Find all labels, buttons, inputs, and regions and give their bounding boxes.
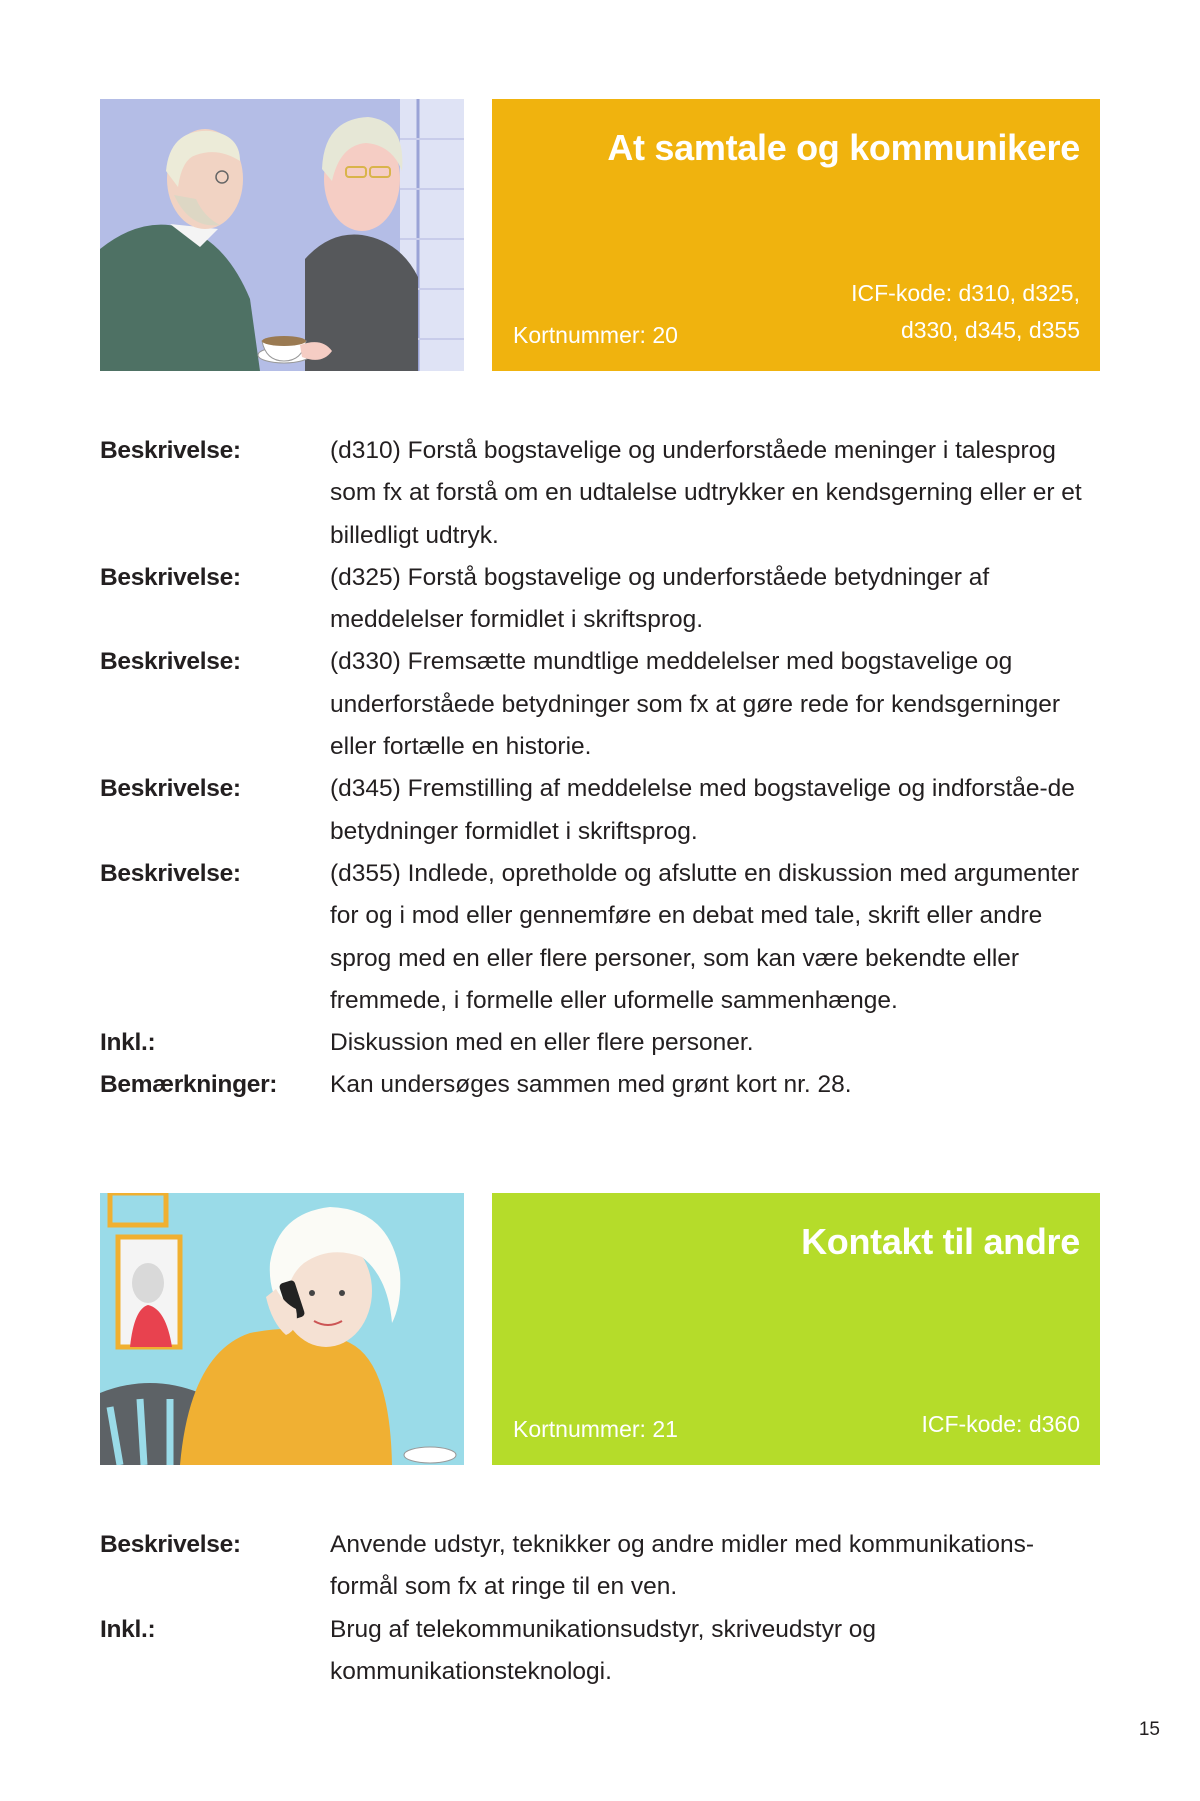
entry-label: Beskrivelse: — [100, 775, 241, 803]
entry-label: Beskrivelse: — [100, 437, 241, 464]
card-21-entries — [100, 1524, 1100, 1693]
entry-row — [100, 1022, 1100, 1064]
entry-row — [100, 430, 1100, 557]
entry-text: Kan undersøges sammen med grønt kort nr. 28. — [330, 1071, 852, 1099]
entry-text: (d310) Forstå bogstavelige og underforståede meninger i talesprog som fx at forstå om en udtalelse udtrykker en kendsgerning eller er et billedligt udtryk. — [330, 437, 1082, 549]
entry-text: Anvende udstyr, teknikker og andre midler med kommunikations-formål som fx at ringe til en ven. — [330, 1531, 1035, 1601]
icf-code: ICF-kode: d310, d325, d330, d345, d355 — [851, 280, 1080, 343]
illustration-two-people-talking — [100, 99, 464, 371]
entry-text: (d355) Indlede, opretholde og afslutte en diskussion med argumenter for og i mod eller gennemføre en debat med tale, skrift eller andre sprog med en eller flere personer, som kan være bekendte eller fremmede, i formelle eller uformelle sammenhænge. — [330, 859, 1080, 1014]
card-title: At samtale og kommunikere — [607, 127, 1080, 168]
card-20-entries — [100, 430, 1100, 1107]
entry-label: Inkl.: — [100, 1615, 156, 1643]
page-number: 15 — [1138, 1719, 1160, 1740]
entry-row — [100, 557, 1100, 642]
entry-text: (d330) Fremsætte mundtlige meddelelser med bogstavelige og underforståede betydninger som fx at gøre rede for kendsgerninger eller fortælle en historie. — [330, 648, 1060, 761]
entry-row — [100, 853, 1100, 1022]
entry-label: Beskrivelse: — [100, 563, 241, 591]
entry-label: Beskrivelse: — [100, 1531, 241, 1558]
entry-text: (d325) Forstå bogstavelige og underforståede betydninger af meddelelser formidlet i skriftsprog. — [330, 563, 990, 634]
entry-label: Beskrivelse: — [100, 859, 241, 887]
entry-text: Diskussion med en eller flere personer. — [330, 1029, 754, 1057]
card-number: Kortnummer: 21 — [513, 1416, 678, 1442]
entry-row — [100, 1524, 1100, 1609]
entry-label: Inkl.: — [100, 1029, 156, 1057]
entry-text: Brug af telekommunikationsudstyr, skriveudstyr og kommunikationsteknologi. — [330, 1615, 877, 1685]
card-header-20 — [492, 99, 1100, 371]
entry-row — [100, 641, 1100, 768]
entry-row — [100, 1064, 1100, 1106]
icf-code: ICF-kode: d360 — [921, 1411, 1080, 1437]
entry-row — [100, 768, 1100, 853]
entry-label: Beskrivelse: — [100, 648, 241, 676]
card-title: Kontakt til andre — [801, 1221, 1080, 1262]
entry-row — [100, 1609, 1100, 1694]
card-number: Kortnummer: 20 — [513, 322, 678, 348]
entry-label: Bemærkninger: — [100, 1071, 278, 1099]
card-header-21 — [492, 1193, 1100, 1465]
entry-text: (d345) Fremstilling af meddelelse med bogstavelige og indforståe-de betydninger formidlet i skriftsprog. — [330, 775, 1075, 845]
illustration-woman-on-phone — [100, 1193, 464, 1465]
